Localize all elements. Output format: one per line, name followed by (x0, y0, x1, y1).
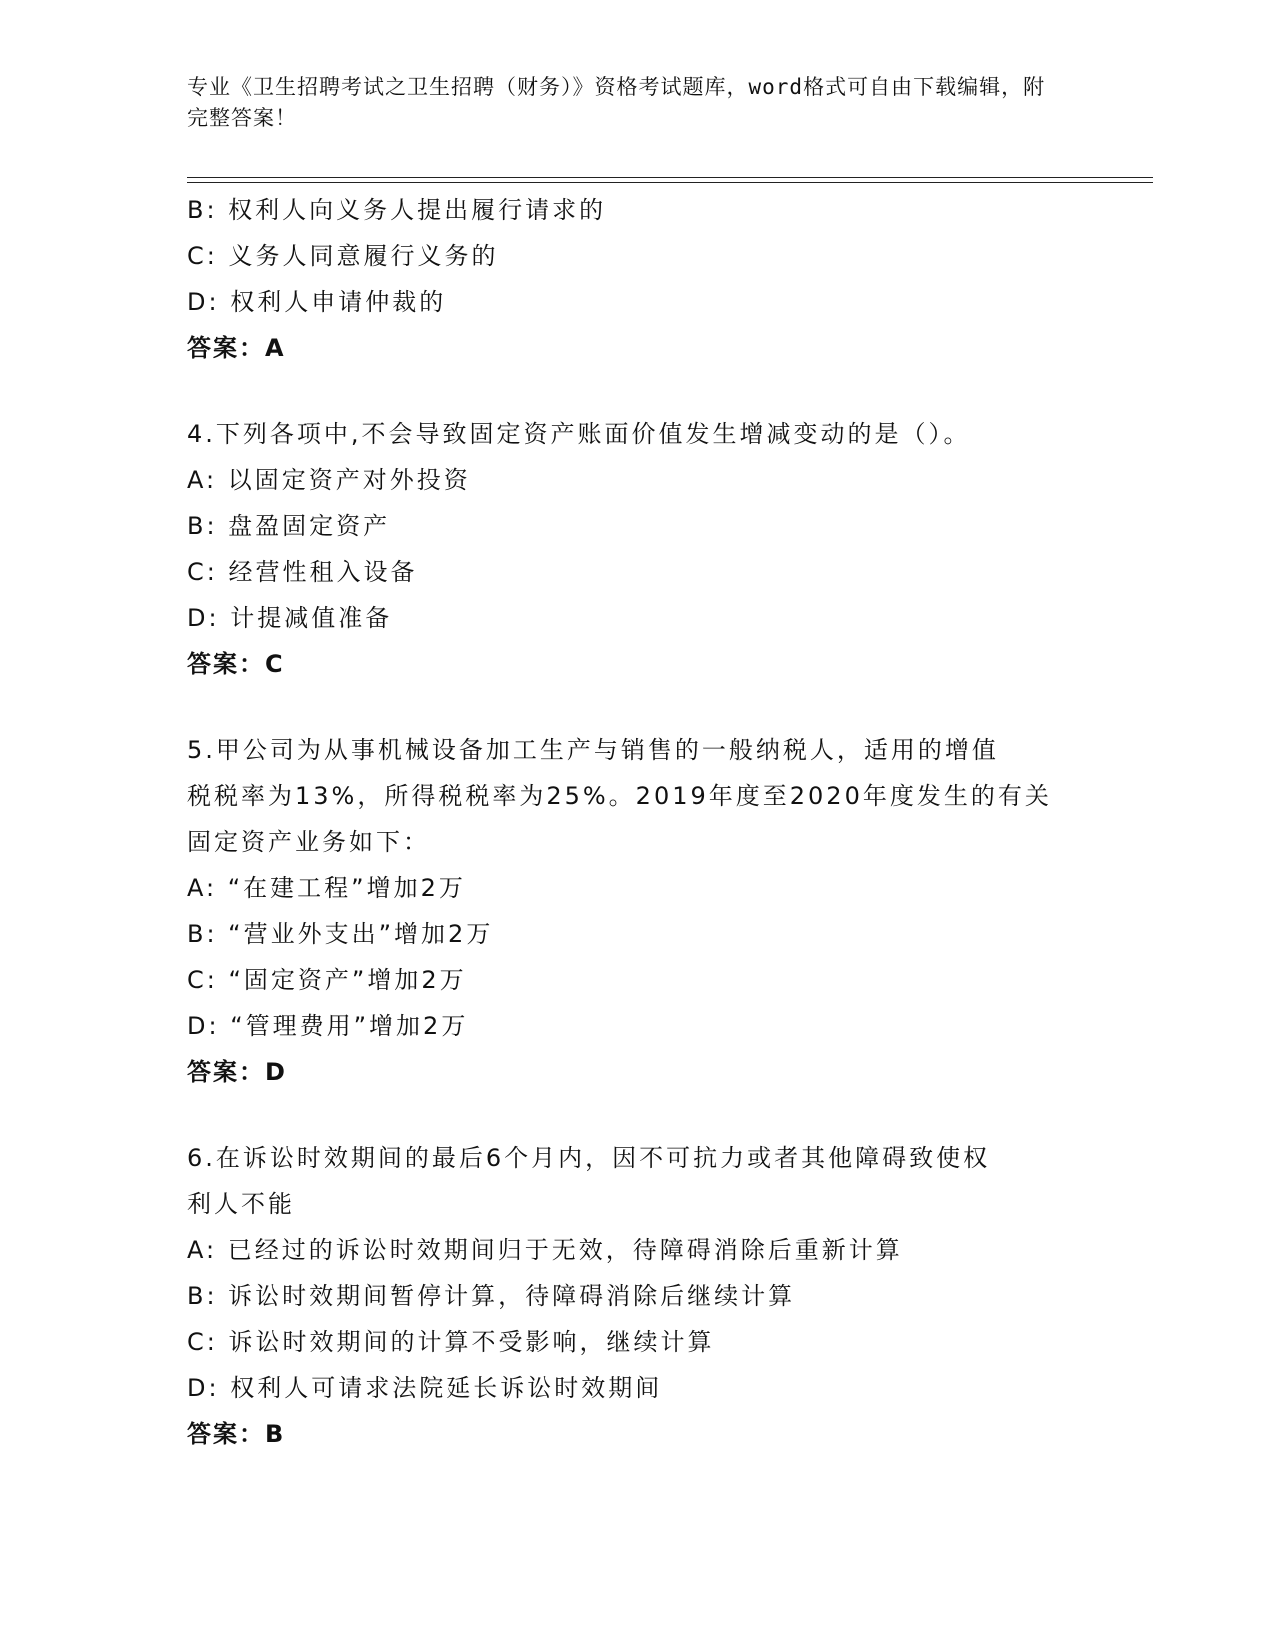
spacer (187, 371, 1067, 411)
header-text: 专业《卫生招聘考试之卫生招聘（财务）》资格考试题库，word格式可自由下载编辑，附完整答案！ (187, 75, 1046, 130)
option-a: A: “在建工程”增加2万 (187, 874, 466, 902)
option-c: C: “固定资产”增加2万 (187, 966, 467, 994)
option-b: B: 诉讼时效期间暂停计算，待障碍消除后继续计算 (187, 1282, 796, 1310)
question-text-line-1: 6.在诉讼时效期间的最后6个月内，因不可抗力或者其他障碍致使权 (187, 1144, 991, 1172)
header-rule-top (187, 177, 1153, 178)
option-a: A: 已经过的诉讼时效期间归于无效，待障碍消除后重新计算 (187, 1236, 903, 1264)
question-text-line-1: 5.甲公司为从事机械设备加工生产与销售的一般纳税人，适用的增值 (187, 736, 999, 764)
question-4 (187, 411, 1067, 687)
answer-line: 答案：A (187, 334, 286, 362)
question-text-line-2: 利人不能 (187, 1190, 295, 1218)
option-c: C: 经营性租入设备 (187, 558, 418, 586)
question-list (187, 187, 1067, 1457)
question-text-line-2: 税税率为13%，所得税税率为25%。2019年度至2020年度发生的有关 (187, 782, 1052, 810)
option-d: D: 权利人申请仲裁的 (187, 288, 447, 316)
option-b: B: 盘盈固定资产 (187, 512, 391, 540)
answer-line: 答案：C (187, 650, 285, 678)
prev-question-block (187, 187, 1067, 371)
option-b: B: “营业外支出”增加2万 (187, 920, 494, 948)
option-c: C: 义务人同意履行义务的 (187, 242, 499, 270)
option-d: D: “管理费用”增加2万 (187, 1012, 469, 1040)
document-header (187, 72, 1067, 134)
option-c: C: 诉讼时效期间的计算不受影响，继续计算 (187, 1328, 715, 1356)
option-d: D: 权利人可请求法院延长诉讼时效期间 (187, 1374, 663, 1402)
option-d: D: 计提减值准备 (187, 604, 393, 632)
question-text-line-3: 固定资产业务如下： (187, 828, 430, 856)
spacer (187, 687, 1067, 727)
question-text: 4.下列各项中,不会导致固定资产账面价值发生增减变动的是（）。 (187, 420, 971, 448)
spacer (187, 1095, 1067, 1135)
answer-line: 答案：B (187, 1420, 286, 1448)
option-b: B: 权利人向义务人提出履行请求的 (187, 196, 607, 224)
header-rule-bottom (187, 182, 1153, 183)
question-5 (187, 727, 1067, 1095)
question-6 (187, 1135, 1067, 1457)
answer-line: 答案：D (187, 1058, 287, 1086)
option-a: A: 以固定资产对外投资 (187, 466, 471, 494)
